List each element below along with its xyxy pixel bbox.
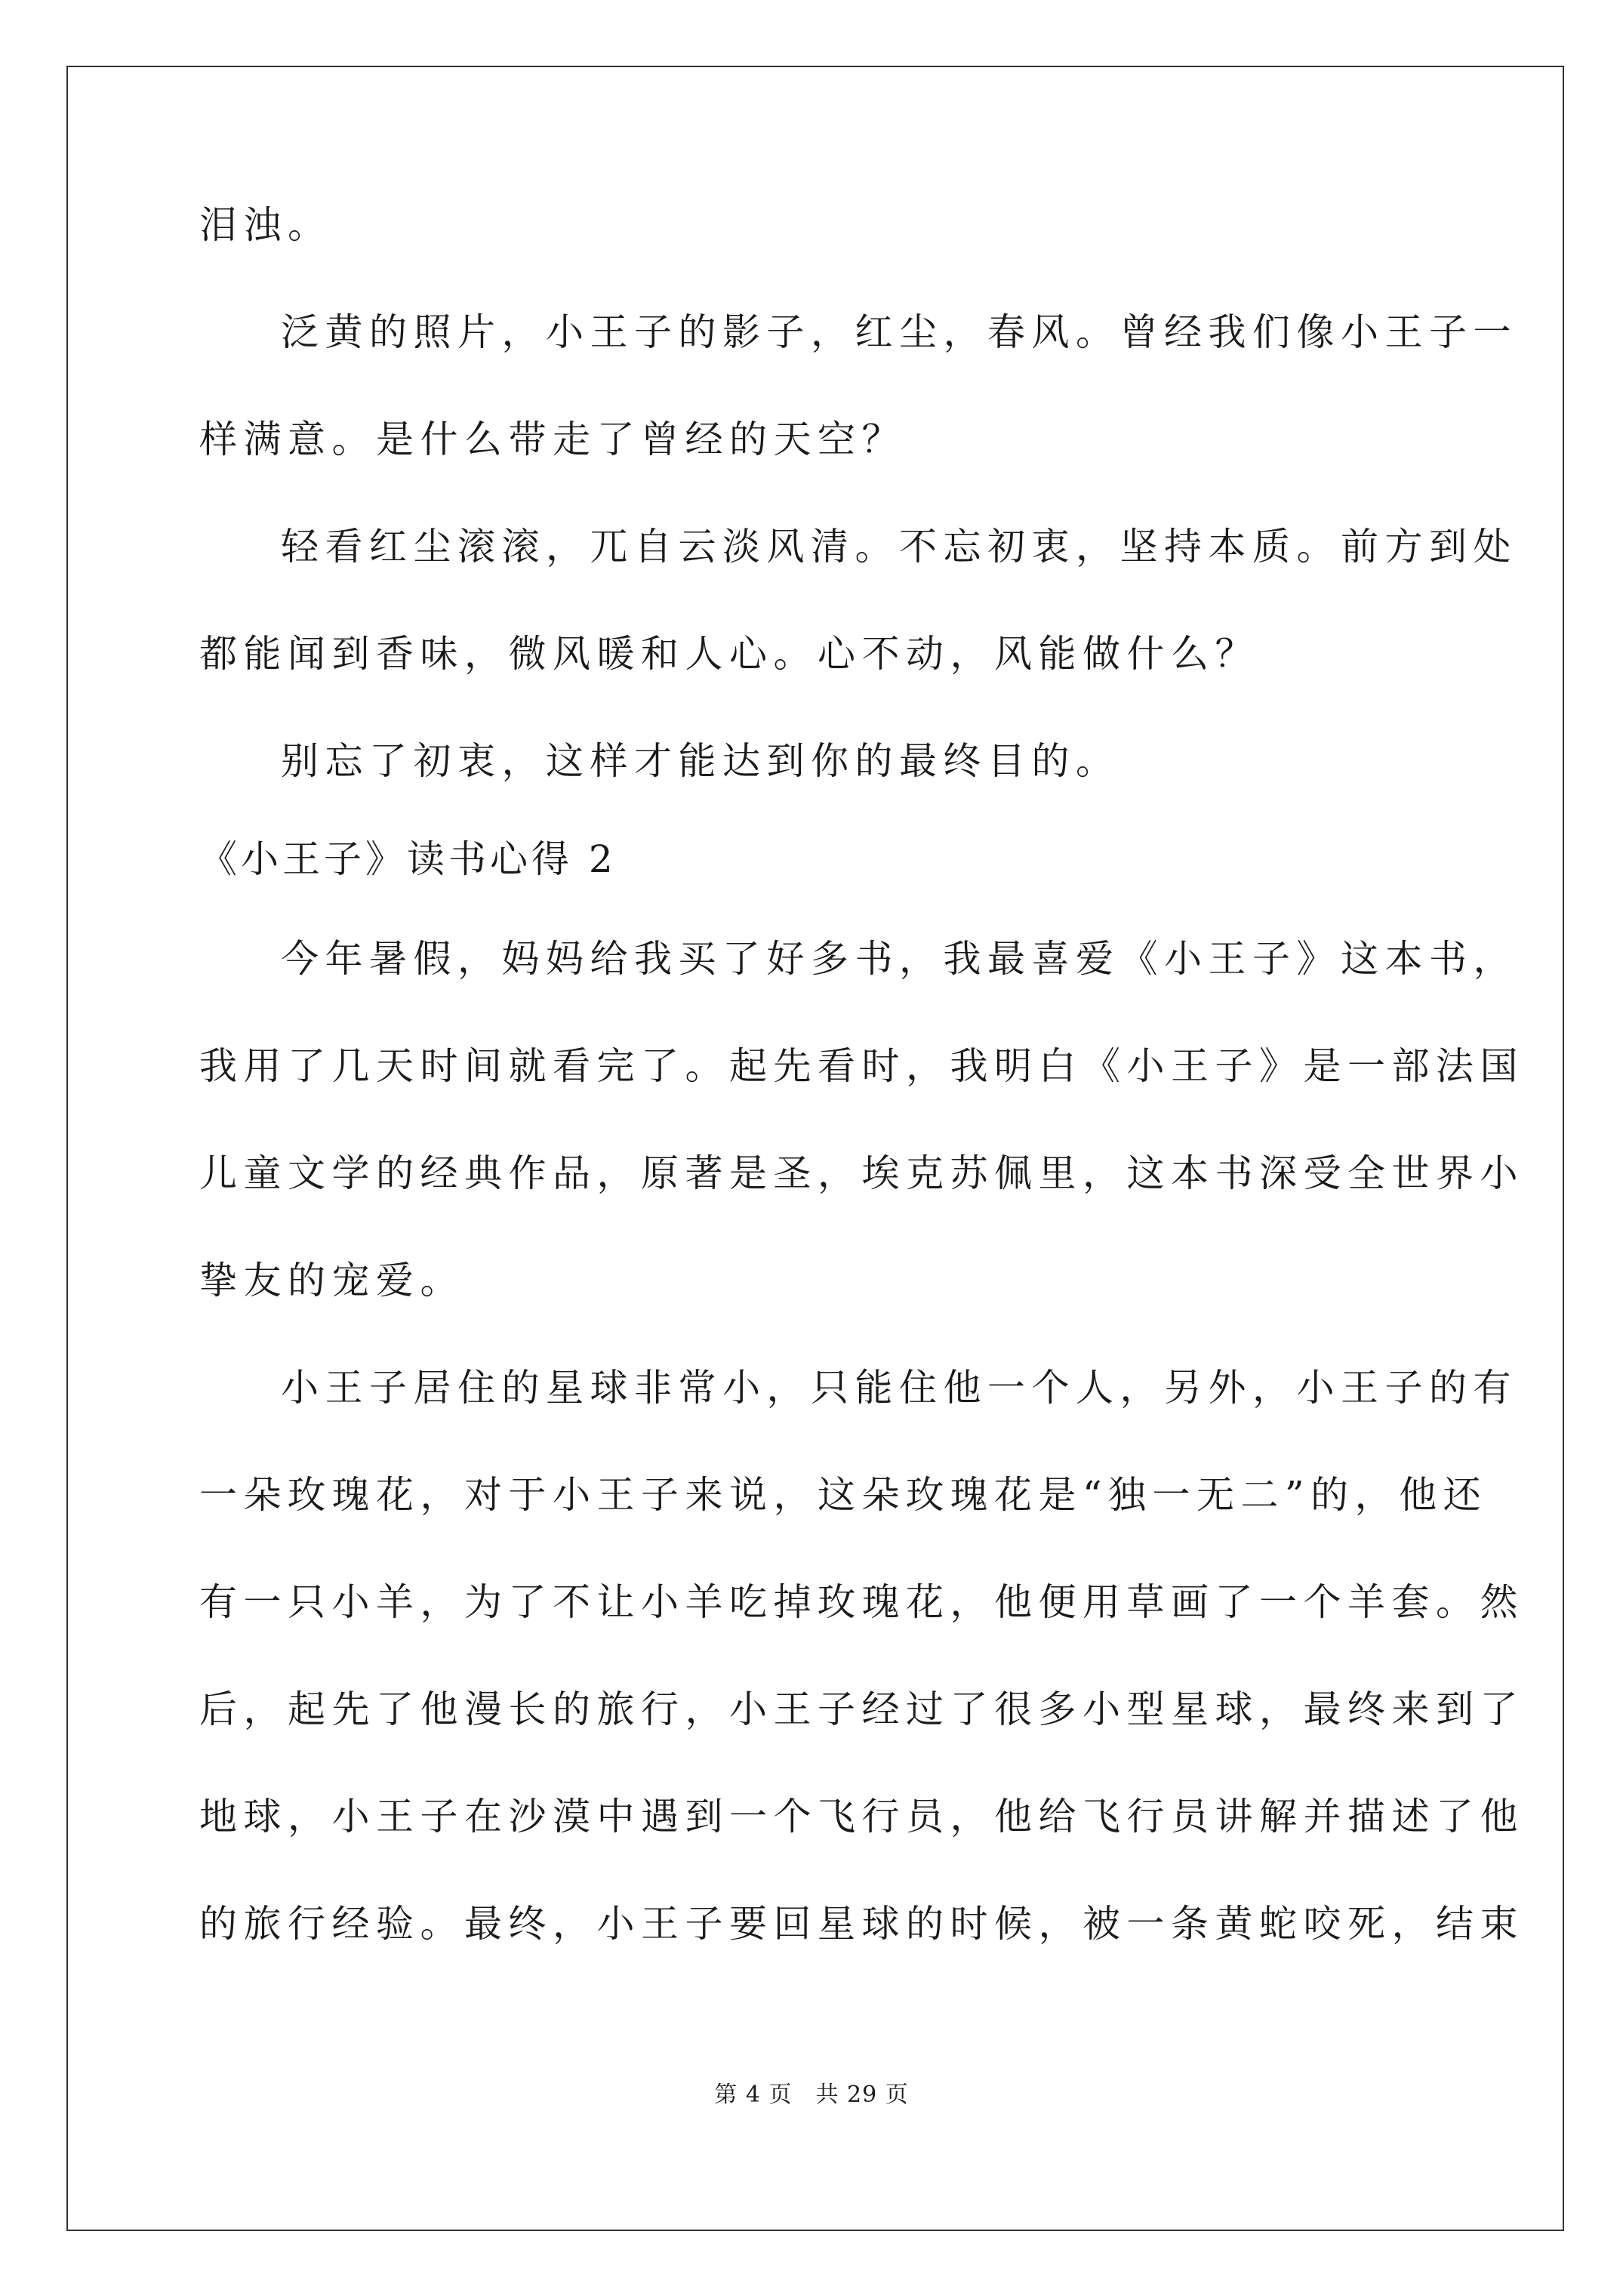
paragraph-line: 地球，小王子在沙漠中遇到一个飞行员，他给飞行员讲解并描述了他 <box>199 1795 1524 1838</box>
paragraph-line: 后，起先了他漫长的旅行，小王子经过了很多小型星球，最终来到了 <box>199 1687 1524 1731</box>
paragraph-line: 挚友的宠爱。 <box>199 1259 464 1302</box>
paragraph-line: 别忘了初衷，这样才能达到你的最终目的。 <box>281 739 1120 783</box>
paragraph-line: 泪浊。 <box>199 203 332 247</box>
page-number-footer: 第 4 页 共 29 页 <box>714 2082 909 2108</box>
paragraph-line: 儿童文学的经典作品，原著是圣，埃克苏佩里，这本书深受全世界小 <box>199 1151 1524 1195</box>
paragraph-line: 今年暑假，妈妈给我买了好多书，我最喜爱《小王子》这本书， <box>281 937 1517 981</box>
paragraph-line: 我用了几天时间就看完了。起先看时，我明白《小王子》是一部法国 <box>199 1044 1524 1088</box>
paragraph-line: 小王子居住的星球非常小，只能住他一个人，另外，小王子的有 <box>281 1366 1517 1410</box>
paragraph-line: 轻看红尘滚滚，兀自云淡风清。不忘初衷，坚持本质。前方到处 <box>281 525 1517 569</box>
section-heading: 《小王子》读书心得 2 <box>199 837 617 881</box>
paragraph-line: 的旅行经验。最终，小王子要回星球的时候，被一条黄蛇咬死，结束 <box>199 1902 1524 1946</box>
paragraph-line: 样满意。是什么带走了曾经的天空？ <box>199 418 906 461</box>
paragraph-line: 泛黄的照片，小王子的影子，红尘，春风。曾经我们像小王子一 <box>281 310 1517 354</box>
paragraph-line: 都能闻到香味，微风暖和人心。心不动，风能做什么？ <box>199 632 1259 676</box>
paragraph-line: 一朵玫瑰花，对于小王子来说，这朵玫瑰花是“独一无二”的，他还 <box>199 1473 1488 1517</box>
paragraph-line: 有一只小羊，为了不让小羊吃掉玫瑰花，他便用草画了一个羊套。然 <box>199 1580 1524 1624</box>
